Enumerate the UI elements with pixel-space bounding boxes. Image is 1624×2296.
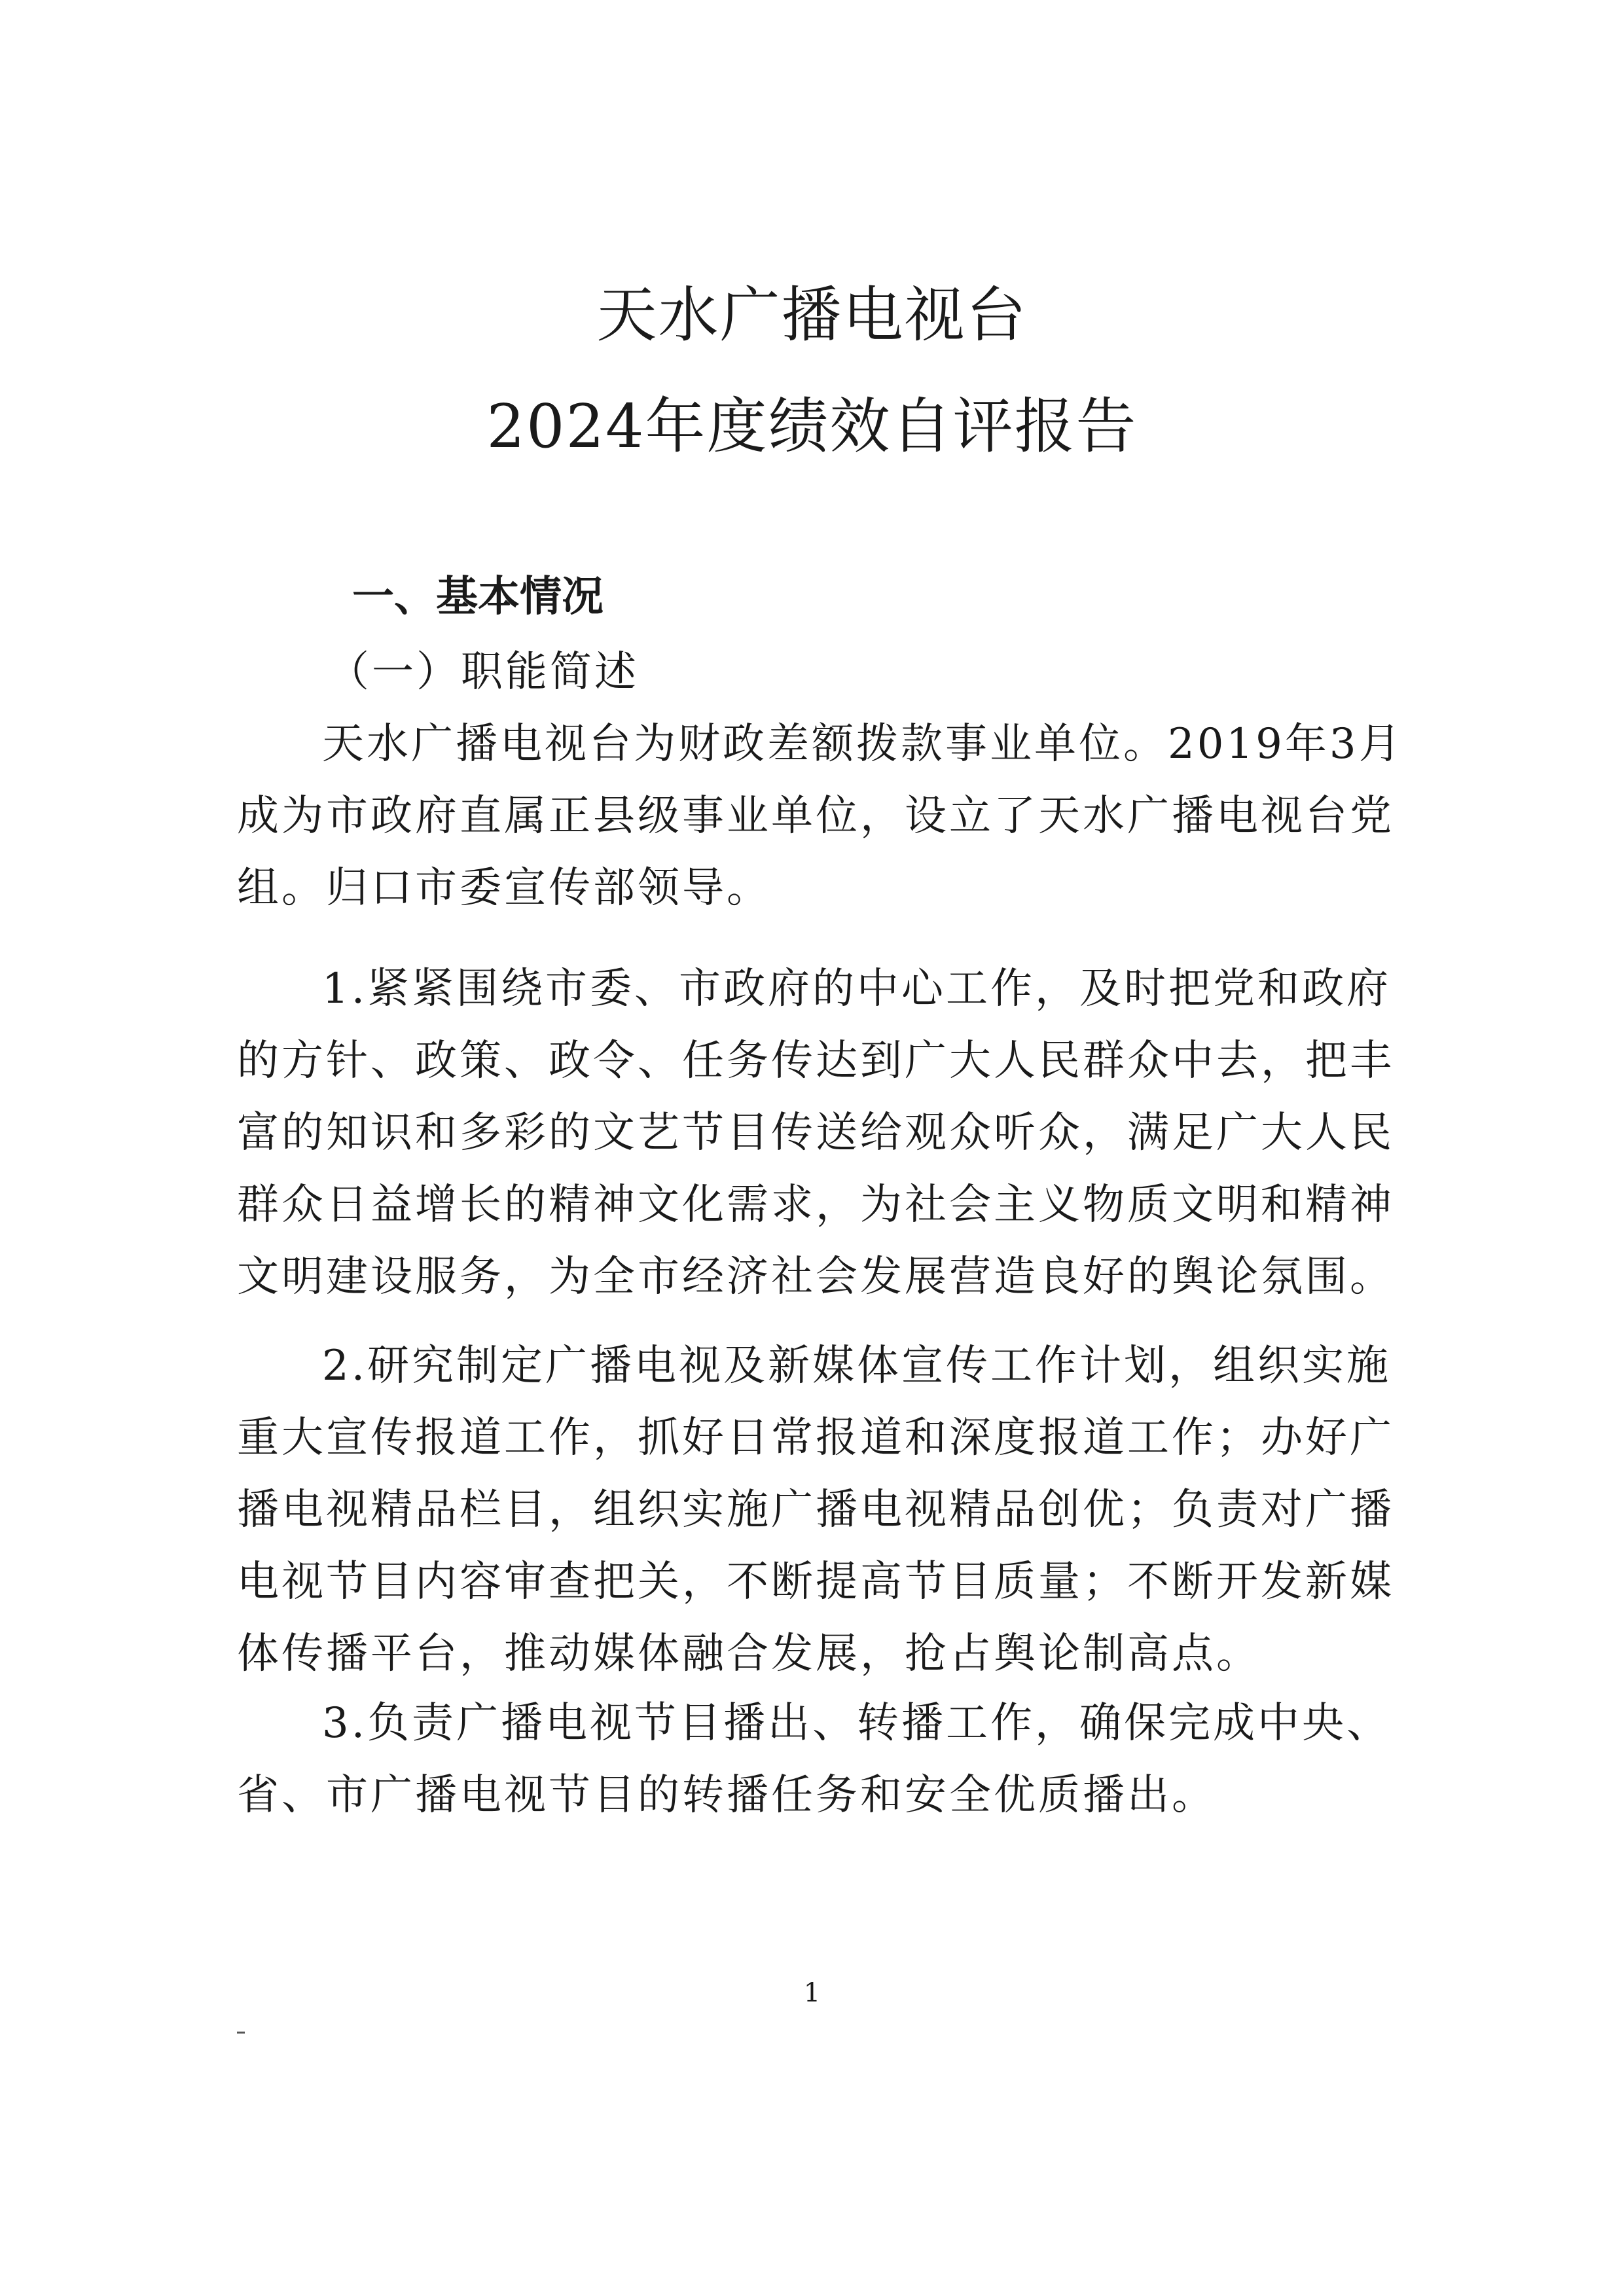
subsection-heading: （一）职能简述: [327, 648, 639, 696]
scan-mark: [237, 2032, 245, 2034]
document-title-line1: 天水广播电视台: [596, 280, 1028, 350]
item-3-paragraph: 3.负责广播电视节目播出、转播工作，确保完成中央、省、市广播电视节目的转播任务和安全优质播出。: [237, 1699, 1392, 1820]
document-title-line2: 2024年度绩效自评报告: [486, 391, 1138, 461]
item-1-paragraph: 1.紧紧围绕市委、市政府的中心工作，及时把党和政府的方针、政策、政令、任务传达到广大人民群众中去，把丰富的知识和多彩的文艺节目传送给观众听众，满足广大人民群众日益增长的精神文化需求，为社会主义物质文明和精神文明建设服务，为全市经济社会发展营造良好的舆论氛围。: [237, 965, 1394, 1301]
page-number: 1: [803, 1978, 821, 2008]
intro-paragraph: 天水广播电视台为财政差额拨款事业单位。2019年3月成为市政府直属正县级事业单位，设立了天水广播电视台党组。归口市委宣传部领导。: [237, 720, 1403, 912]
section-heading: 一、基本情况: [352, 573, 604, 621]
item-2-paragraph: 2.研究制定广播电视及新媒体宣传工作计划，组织实施重大宣传报道工作，抓好日常报道和深度报道工作；办好广播电视精品栏目，组织实施广播电视精品创优；负责对广播电视节目内容审查把关，不断提高节目质量；不断开发新媒体传播平台，推动媒体融合发展，抢占舆论制高点。: [237, 1342, 1394, 1678]
